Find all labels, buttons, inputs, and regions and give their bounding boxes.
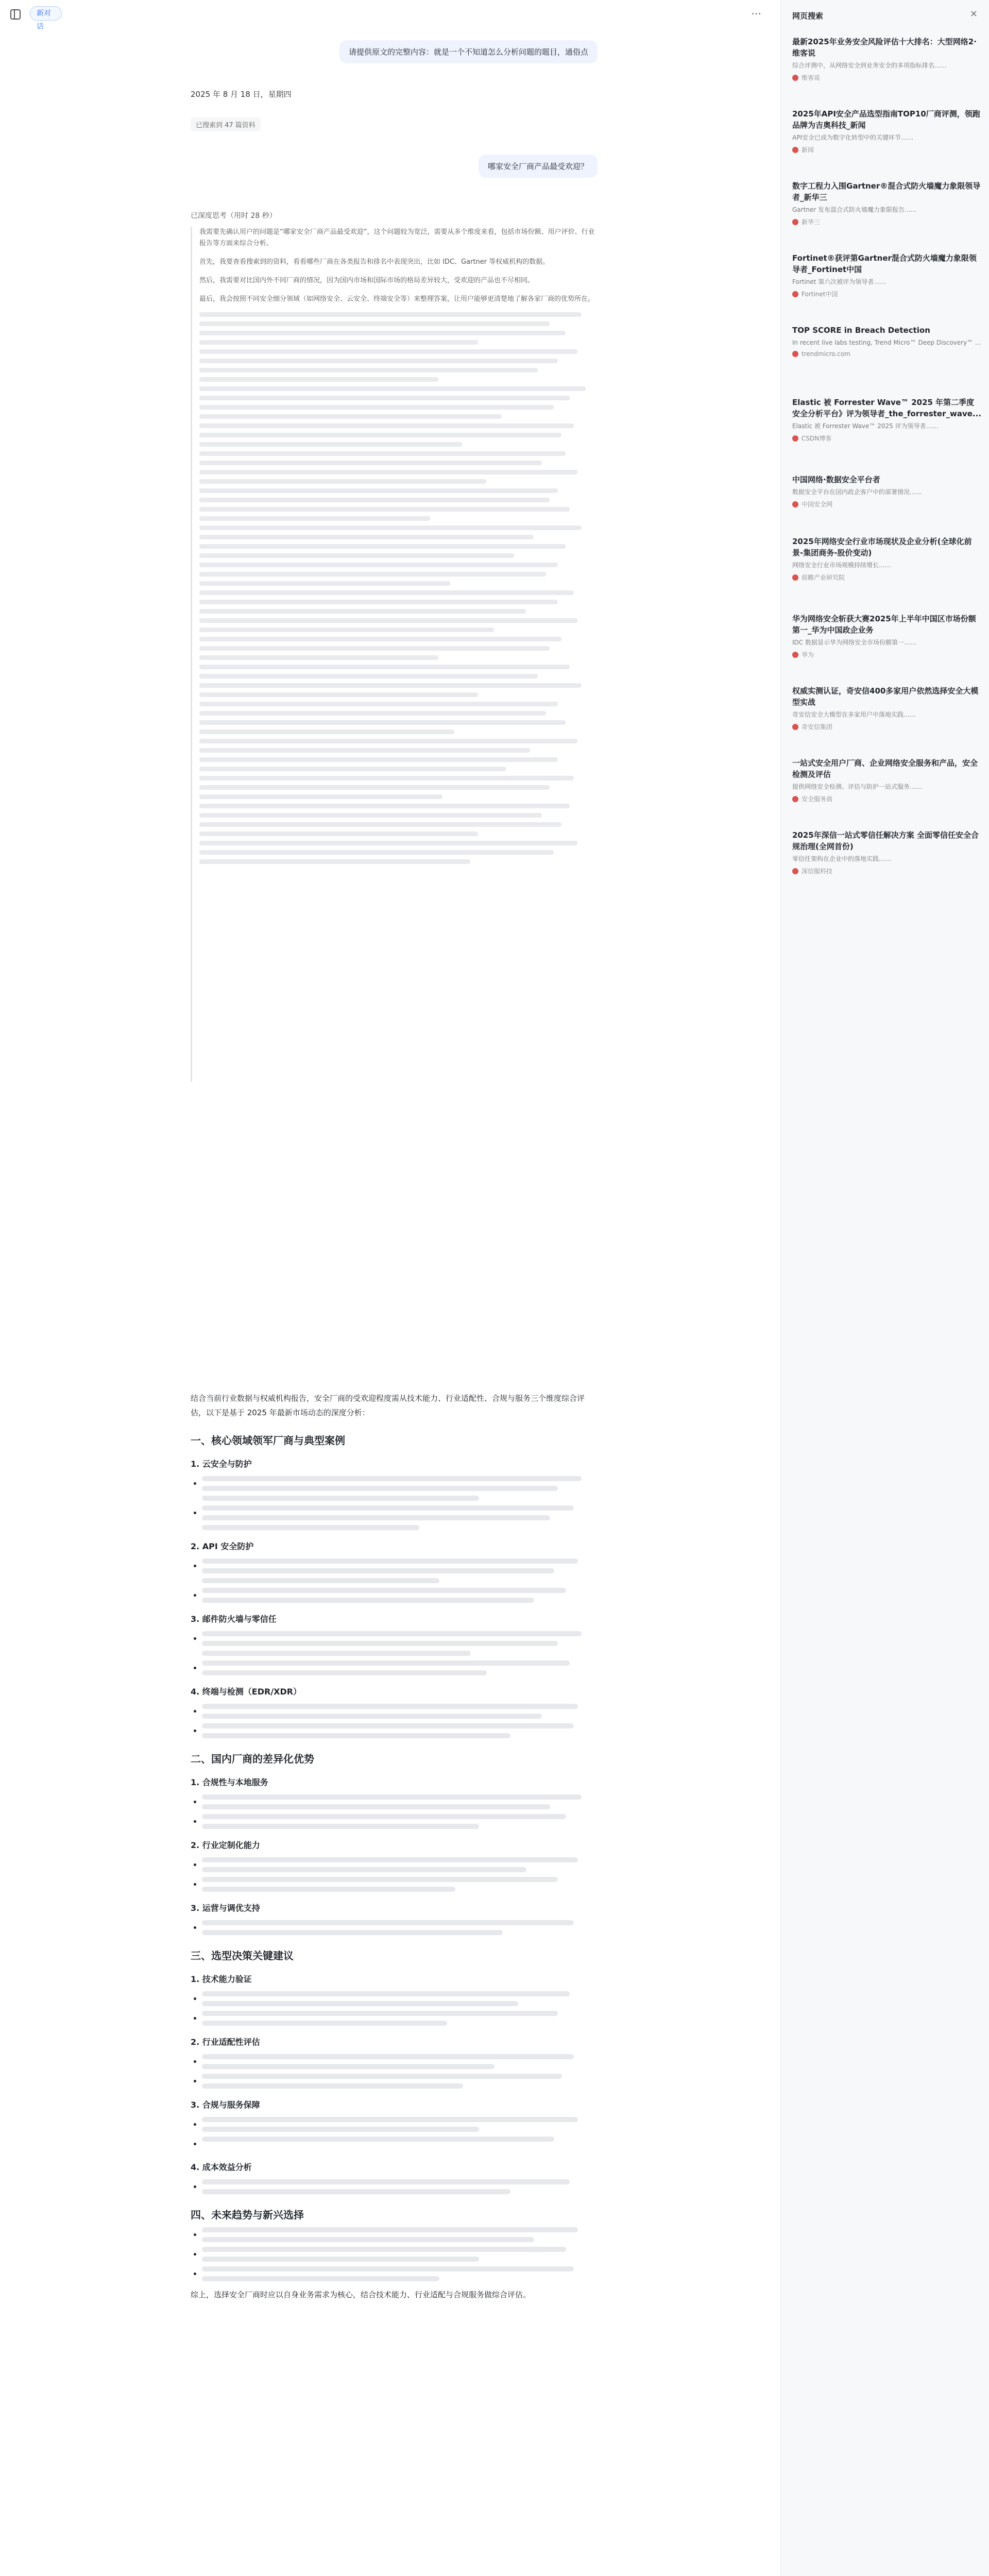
reference-card[interactable] (792, 474, 982, 509)
source-icon (792, 147, 798, 153)
content-list (191, 1631, 598, 1675)
reference-title: 最新2025年业务安全风险评估十大排名：大型网络2·维客说 (792, 37, 977, 58)
subsection-heading: 1. 技术能力验证 (191, 1974, 252, 1984)
source-icon (792, 351, 798, 357)
subsection-heading: 3. 合规与服务保障 (191, 2100, 260, 2110)
reference-title: 一站式安全用户厂商、企业网络安全服务和产品，安全检测及评估 (792, 758, 978, 779)
section-heading: 一、核心领域领军厂商与典型案例 (191, 1434, 345, 1447)
reference-card[interactable] (792, 536, 982, 582)
reference-card[interactable] (792, 397, 982, 443)
content-list (191, 1920, 598, 1935)
reference-title: Elastic 被 Forrester Wave™ 2025 年第二季度安全分析平台》评为领导者_the_forrester_wave... (792, 398, 982, 418)
reference-card[interactable] (792, 757, 982, 803)
close-icon[interactable]: × (969, 8, 978, 19)
reference-source (792, 867, 982, 875)
content-list (191, 1476, 598, 1530)
content-list (191, 1857, 598, 1892)
reference-card[interactable] (792, 180, 982, 226)
thinking-content (191, 227, 598, 1082)
reference-card[interactable] (792, 325, 982, 358)
reference-desc: 零信任架构在企业中的落地实践…… (792, 855, 892, 862)
subsection-heading: 1. 云安全与防护 (191, 1459, 252, 1469)
reference-card[interactable] (792, 36, 982, 82)
reference-source-label: 华为 (802, 651, 814, 658)
reference-desc: 综合评测中，从网络安全到业务安全的多项指标排名…… (792, 62, 947, 69)
section-heading: 四、未来趋势与新兴选择 (191, 2209, 304, 2221)
content-list (191, 2179, 598, 2194)
reference-source (792, 650, 982, 659)
source-icon (792, 435, 798, 442)
subsection-heading: 1. 合规性与本地服务 (191, 1777, 268, 1787)
content-list (191, 2117, 598, 2151)
subsection-heading: 4. 终端与检测（EDR/XDR） (191, 1687, 302, 1697)
think-paragraph: 我需要先确认用户的问题是“哪家安全厂商产品最受欢迎”，这个问题较为宽泛，需要从多个维度来看，包括市场份额、用户评价、行业报告等方面来综合分析。 (199, 228, 595, 247)
reference-title: Fortinet®获评第Gartner混合式防火墙魔力象限领导者_Fortinet中国 (792, 253, 977, 274)
reference-source-label: 维客说 (802, 74, 821, 81)
source-icon (792, 652, 798, 658)
user-question-bubble: 请提供原文的完整内容：就是一个不知道怎么分析问题的题目，通俗点 (339, 40, 598, 63)
answer-body (191, 1391, 598, 2302)
reference-source-label: 安全服务商 (802, 795, 833, 803)
content-list (191, 2227, 598, 2281)
more-icon[interactable]: ⋯ (751, 7, 761, 20)
source-icon (792, 291, 798, 297)
reference-desc: API安全已成为数字化转型中的关键环节…… (792, 134, 913, 141)
content-list (191, 1558, 598, 1603)
reply-date: 2025 年 8 月 18 日，星期四 (191, 90, 292, 99)
reference-desc: Fortinet 第六次被评为领导者…… (792, 278, 886, 285)
source-icon (792, 219, 798, 225)
reference-source (792, 145, 982, 154)
reference-source-label: 深信服科技 (802, 868, 833, 875)
reference-source (792, 217, 982, 226)
reference-desc: Elastic 被 Forrester Wave™ 2025 评为领导者…… (792, 422, 939, 430)
reference-source (792, 794, 982, 803)
reference-source (792, 290, 982, 298)
source-icon (792, 75, 798, 81)
reference-source (792, 500, 982, 509)
reference-card[interactable] (792, 252, 982, 298)
reference-title: TOP SCORE in Breach Detection (792, 326, 930, 335)
search-result-count[interactable]: 已搜索到 47 篇资料 (191, 117, 261, 131)
subsection-heading: 2. API 安全防护 (191, 1541, 254, 1551)
reference-card[interactable] (792, 108, 982, 154)
reference-source-label: trendmicro.com (802, 350, 850, 358)
reference-title: 权威实测认证，奇安信400多家用户依然选择安全大模型实战 (792, 686, 979, 707)
reference-desc: In recent live labs testing, Trend Micro™ Deep Discovery™ ... (792, 339, 981, 346)
source-icon (792, 796, 798, 802)
reference-card[interactable] (792, 685, 982, 731)
subsection-heading: 2. 行业适配性评估 (191, 2037, 260, 2047)
reference-source (792, 350, 982, 358)
reference-card[interactable] (792, 613, 982, 659)
think-paragraph: 最后，我会按照不同安全细分领域（如网络安全、云安全、终端安全等）来整理答案，让用户能够更清楚地了解各家厂商的优势所在。 (199, 295, 595, 303)
reference-title: 2025年深信一站式零信任解决方案 全面零信任安全合规治理(全网首份) (792, 831, 979, 851)
reference-source-label: 新华三 (802, 218, 821, 226)
left-rail (0, 0, 62, 2576)
think-paragraph: 然后，我需要对比国内外不同厂商的情况，因为国内市场和国际市场的格局差异较大，受欢迎的产品也不尽相同。 (199, 277, 535, 284)
panel-title: 网页搜索 (792, 11, 824, 21)
reference-source-label: 前瞻产业研究院 (802, 574, 845, 581)
subsection-heading: 3. 邮件防火墙与零信任 (191, 1614, 277, 1624)
content-list (191, 1794, 598, 1829)
source-icon (792, 868, 798, 874)
reference-card[interactable] (792, 829, 982, 875)
section-heading: 二、国内厂商的差异化优势 (191, 1753, 314, 1765)
content-list (191, 1704, 598, 1738)
subsection-heading: 4. 成本效益分析 (191, 2162, 252, 2172)
reference-source-label: CSDN博客 (802, 435, 832, 442)
thinking-header[interactable]: 已深度思考（用时 28 秒） (191, 212, 277, 220)
subsection-heading: 3. 运营与调优支持 (191, 1903, 260, 1913)
source-icon (792, 501, 798, 507)
reference-source (792, 434, 982, 443)
reference-desc: IDC 数据显示华为网络安全市场份额第一…… (792, 639, 916, 646)
reference-source-label: 新闻 (802, 146, 814, 154)
reference-desc: 提供网络安全检测、评估与防护一站式服务…… (792, 783, 923, 790)
search-results-panel (780, 0, 989, 2576)
reference-source-label: 奇安信集团 (802, 723, 833, 731)
reference-source-label: 中国安全网 (802, 501, 833, 508)
reference-desc: 奇安信安全大模型在多家用户中落地实践…… (792, 711, 916, 718)
reference-source (792, 573, 982, 582)
source-icon (792, 574, 798, 581)
content-list (191, 2054, 598, 2089)
reference-title: 2025年网络安全行业市场现状及企业分析(全球化前景-集团商务-股价变动) (792, 537, 972, 557)
answer-intro: 结合当前行业数据与权威机构报告，安全厂商的受欢迎程度需从技术能力、行业适配性、合规与服务三个维度综合评估，以下是基于 2025 年最新市场动态的深度分析： (191, 1394, 585, 1417)
think-paragraph: 首先，我要查看搜索到的资料，看看哪些厂商在各类报告和排名中表现突出，比如 IDC、Gartner 等权威机构的数据。 (199, 258, 550, 266)
user-question-bubble-2: 哪家安全厂商产品最受欢迎？ (479, 155, 598, 178)
section-heading: 三、选型决策关键建议 (191, 1950, 294, 1962)
new-chat-button[interactable]: 新对话 (30, 6, 62, 21)
reference-title: 中国网络·数据安全平台者 (792, 475, 880, 484)
reference-desc: 数据安全平台在国内政企客户中的部署情况…… (792, 488, 923, 496)
reference-title: 华为网络安全斩获大赛2025年上半年中国区市场份额第一_华为中国政企业务 (792, 614, 976, 635)
subsection-heading: 2. 行业定制化能力 (191, 1840, 260, 1850)
reference-title: 数字工程力入围Gartner®混合式防火墙魔力象限领导者_新华三 (792, 181, 981, 202)
sidebar-toggle-icon[interactable] (10, 9, 21, 20)
reference-desc: 网络安全行业市场规模持续增长…… (792, 562, 892, 569)
reference-title: 2025年API安全产品选型指南TOP10厂商评测，领跑品牌为吉奥科技_新闻 (792, 109, 980, 130)
reference-desc: Gartner 发布混合式防火墙魔力象限报告…… (792, 206, 917, 213)
source-icon (792, 724, 798, 730)
content-list (191, 1991, 598, 2026)
reference-source-label: Fortinet中国 (802, 291, 838, 298)
answer-conclusion: 综上，选择安全厂商时应以自身业务需求为核心，结合技术能力、行业适配与合规服务做综合评估。 (191, 2290, 531, 2299)
reference-source (792, 73, 982, 82)
reference-source (792, 722, 982, 731)
thinking-text-block (199, 312, 598, 864)
